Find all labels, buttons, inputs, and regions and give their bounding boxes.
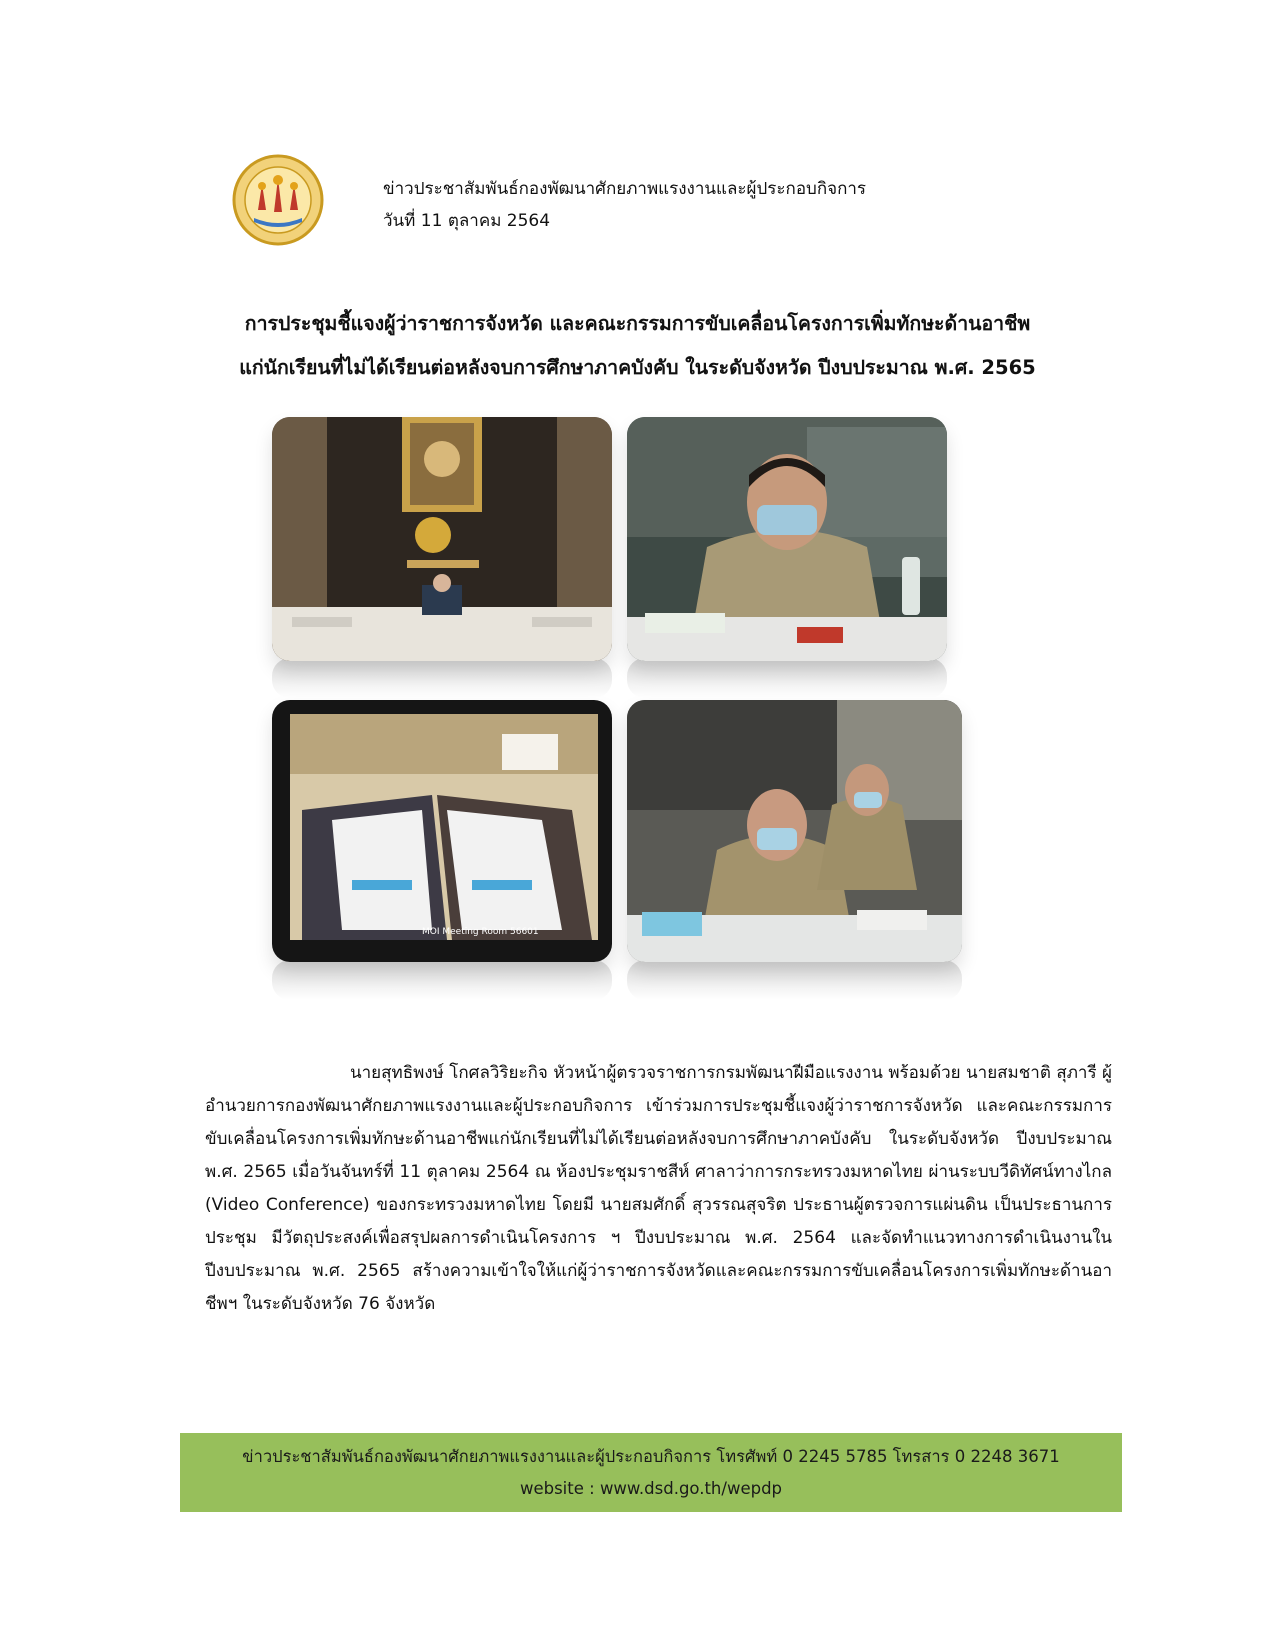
photo-reflection [627,658,947,698]
article-body [205,1057,1112,1321]
header-department: ข่าวประชาสัมพันธ์กองพัฒนาศักยภาพแรงงานและผู้ประกอบกิจการ [383,179,867,199]
footer-website: website : www.dsd.go.th/wepdp [519,1479,783,1498]
footer-contact: ข่าวประชาสัมพันธ์กองพัฒนาศักยภาพแรงงานและผู้ประกอบกิจการ โทรศัพท์ 0 2245 5785 โทรสาร 0 2248 3671 [242,1447,1060,1466]
title-line-1: การประชุมชี้แจงผู้ว่าราชการจังหวัด และคณะกรรมการขับเคลื่อนโครงการเพิ่มทักษะด้านอาชีพ [244,312,1031,335]
title-line-2: แก่นักเรียนที่ไม่ได้เรียนต่อหลังจบการศึกษาภาคบังคับ ในระดับจังหวัด ปีงบประมาณ พ.ศ. 2565 [239,356,1036,379]
body-paragraph: นายสุทธิพงษ์ โกศลวิริยะกิจ หัวหน้าผู้ตรวจราชการกรมพัฒนาฝีมือแรงงาน พร้อมด้วย นายสมชาติ สุภารี ผู้อำนวยการกองพัฒนาศักยภาพแรงงานและผู้ประกอบกิจการ เข้าร่วมการประชุมชี้แจงผู้ว่าราชการจังหวัด และคณะกรรมการขับเคลื่อนโครงการเพิ่มทักษะด้านอาชีพแก่นักเรียนที่ไม่ได้เรียนต่อหลังจบการศึกษาภาคบังคับ ในระดับจังหวัด ปีงบประมาณ พ.ศ. 2565 เมื่อวันจันทร์ที่ 11 ตุลาคม 2564 ณ ห้องประชุมราชสีห์ ศาลาว่าการกระทรวงมหาดไทย ผ่านระบบวีดิทัศน์ทางไกล (Video Conference) ของกระทรวงมหาดไทย โดยมี นายสมศักดิ์ สุวรรณสุจริต ประธานผู้ตรวจการแผ่นดิน เป็นประธานการประชุม มีวัตถุประสงค์เพื่อสรุปผลการดำเนินโครงการ ฯ ปีงบประมาณ พ.ศ. 2564 และจัดทำแนวทางการดำเนินงานในปีงบประมาณ พ.ศ. 2565 สร้างความเข้าใจให้แก่ผู้ว่าราชการจังหวัดและคณะกรรมการขับเคลื่อนโครงการเพิ่มทักษะด้านอาชีพฯ ในระดับจังหวัด 76 จังหวัด [205,1063,1112,1314]
photo-officials-seated [627,700,962,962]
photo-reflection [272,658,612,698]
photo-reflection [272,960,612,1000]
footer-bar [180,1433,1122,1512]
department-logo [232,148,324,252]
article-title [150,302,1125,390]
photo-video-conference [272,700,612,962]
header-date: วันที่ 11 ตุลาคม 2564 [383,211,551,231]
department-seal-icon [232,148,324,252]
photo-meeting-chairman [272,417,612,661]
conference-room-caption: MOI Meeting Room 56601 [422,927,539,937]
photo-reflection [627,960,962,1000]
press-header [383,173,866,237]
photo-official-closeup [627,417,947,661]
